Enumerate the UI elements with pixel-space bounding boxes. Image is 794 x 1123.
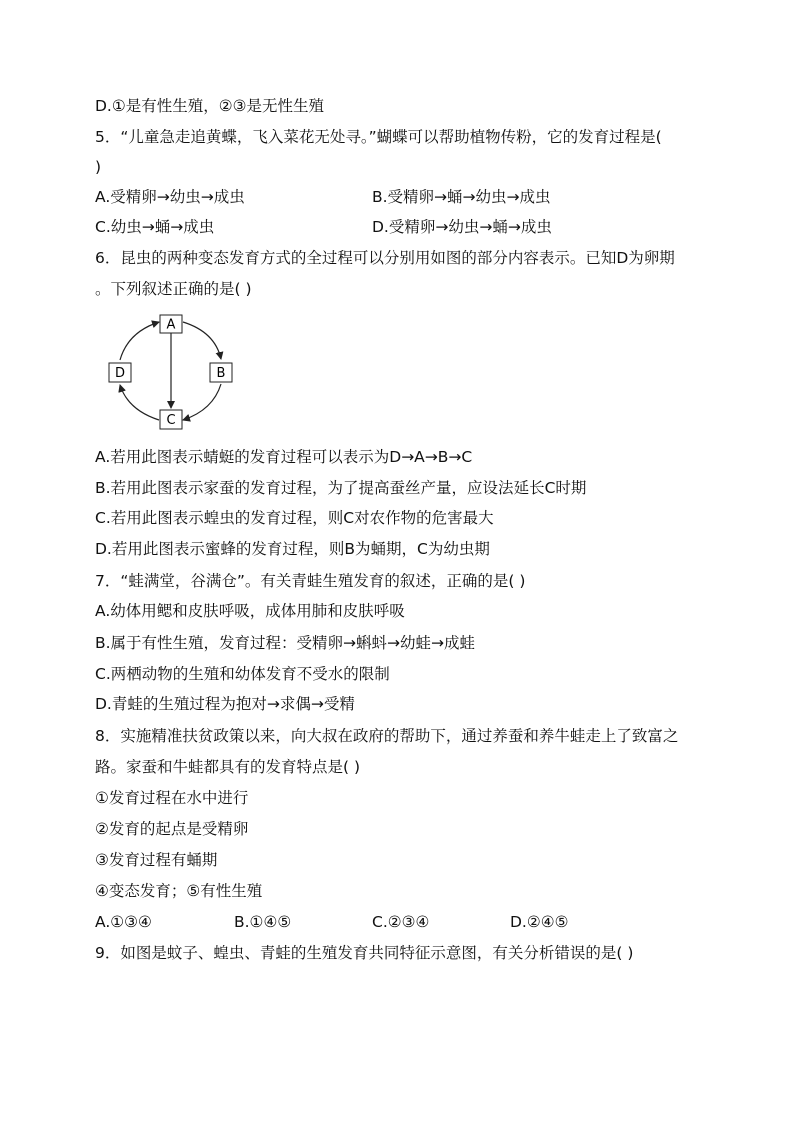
node-d <box>109 363 131 382</box>
question-6-stem-line-2: 。下列叙述正确的是( ) <box>95 280 252 298</box>
question-5-stem-line-1: 5．“儿童急走追黄蝶，飞入菜花无处寻。”蝴蝶可以帮助植物传粉，它的发育过程是( <box>95 128 662 146</box>
question-8-item-2: ②发育的起点是受精卵 <box>95 820 249 838</box>
question-8-option-b: B.①④⑤ <box>234 913 292 931</box>
question-7-stem: 7．“蛙满堂，谷满仓”。有关青蛙生殖发育的叙述，正确的是( ) <box>95 572 526 590</box>
question-6-stem-line-1: 6．昆虫的两种变态发育方式的全过程可以分别用如图的部分内容表示。已知D为卵期 <box>95 249 675 267</box>
question-7-option-c: C.两栖动物的生殖和幼体发育不受水的限制 <box>95 665 390 683</box>
question-5-option-a: A.受精卵→幼虫→成虫 <box>95 188 245 206</box>
question-9-stem: 9．如图是蚊子、蝗虫、青蛙的生殖发育共同特征示意图，有关分析错误的是( ) <box>95 944 634 962</box>
development-cycle-diagram <box>100 310 250 435</box>
question-5-option-b: B.受精卵→蛹→幼虫→成虫 <box>372 188 551 206</box>
question-8-option-d: D.②④⑤ <box>510 913 569 931</box>
node-c-label: C <box>166 413 176 428</box>
question-6-option-d: D.若用此图表示蜜蜂的发育过程，则B为蛹期，C为幼虫期 <box>95 540 490 558</box>
question-8-option-c: C.②③④ <box>372 913 430 931</box>
node-b-label: B <box>216 366 226 381</box>
question-5-option-d: D.受精卵→幼虫→蛹→成虫 <box>372 218 552 236</box>
question-8-stem-line-2: 路。家蚕和牛蛙都具有的发育特点是( ) <box>95 758 361 776</box>
question-8-option-a: A.①③④ <box>95 913 152 931</box>
node-b <box>210 363 232 382</box>
question-6-option-a: A.若用此图表示蜻蜓的发育过程可以表示为D→A→B→C <box>95 448 473 466</box>
question-4-option-d: D.①是有性生殖，②③是无性生殖 <box>95 97 325 115</box>
node-a <box>160 315 182 333</box>
question-7-option-d: D.青蛙的生殖过程为抱对→求偶→受精 <box>95 695 355 713</box>
arrow-b-to-c <box>183 384 221 420</box>
arrow-c-to-d <box>120 385 159 420</box>
question-8-stem-line-1: 8．实施精准扶贫政策以来，向大叔在政府的帮助下，通过养蚕和养牛蛙走上了致富之 <box>95 727 679 745</box>
arrow-d-to-a <box>120 322 159 360</box>
question-7-option-a: A.幼体用鳃和皮肤呼吸，成体用肺和皮肤呼吸 <box>95 602 405 620</box>
question-5-option-c: C.幼虫→蛹→成虫 <box>95 218 215 236</box>
node-d-label: D <box>114 366 126 381</box>
question-6-option-c: C.若用此图表示蝗虫的发育过程，则C对农作物的危害最大 <box>95 509 494 527</box>
node-a-label: A <box>166 317 176 333</box>
question-7-option-b: B.属于有性生殖，发育过程：受精卵→蝌蚪→幼蛙→成蛙 <box>95 634 476 652</box>
question-8-item-1: ①发育过程在水中进行 <box>95 789 249 807</box>
question-5-stem-line-2: ) <box>95 158 102 176</box>
arrow-a-to-b <box>183 322 221 359</box>
question-8-item-3: ③发育过程有蛹期 <box>95 851 218 869</box>
question-6-option-b: B.若用此图表示家蚕的发育过程，为了提高蚕丝产量，应设法延长C时期 <box>95 479 587 497</box>
node-c <box>160 410 182 429</box>
question-8-item-4: ④变态发育；⑤有性生殖 <box>95 882 263 900</box>
